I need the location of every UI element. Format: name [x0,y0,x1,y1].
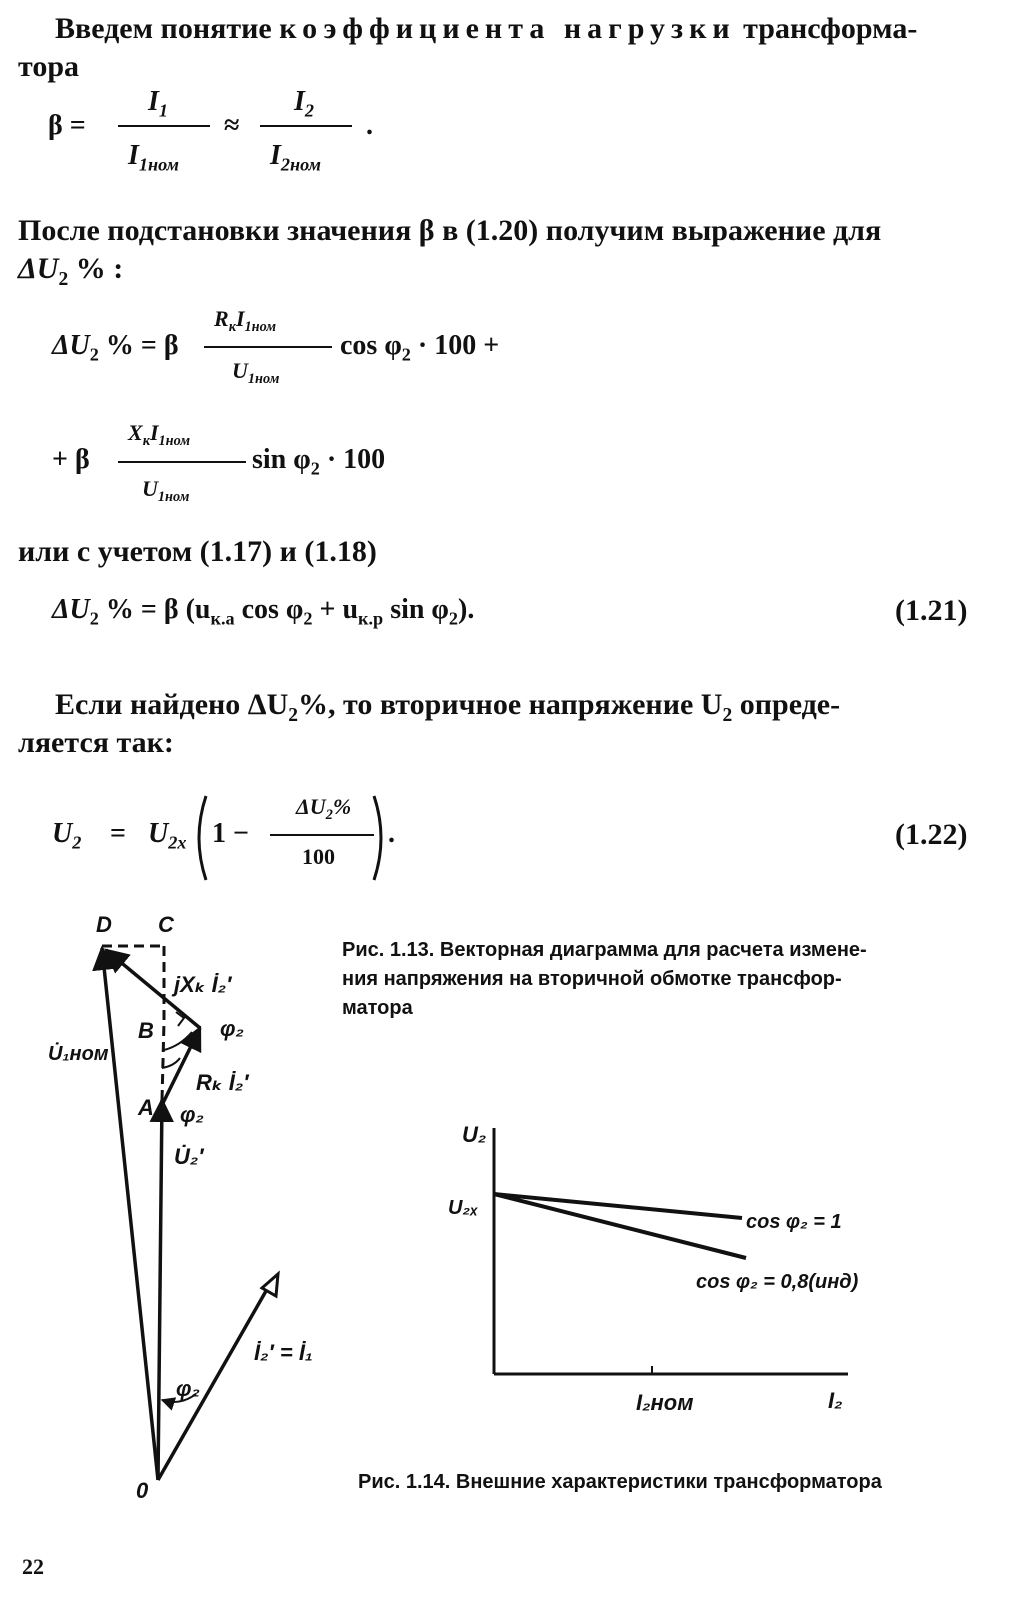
du2-lhs: $\Delta U_2$ % = β [52,330,179,365]
caption-line: Рис. 1.13. Векторная диаграмма для расчета измене- [342,939,867,961]
equation-beta [48,88,408,188]
curve-cos-1-label: cos φ₂ = 1 [746,1211,842,1233]
label-c: C [158,912,174,937]
caption-line: матора [342,997,413,1019]
equation-1-21: $\Delta U_2$ % = β ($u_{к.а}$ $\cos \varphi_2 + u_{к.р}$ $\sin \varphi_2$). [52,594,475,629]
du2-plus-beta: + β [52,444,90,475]
u2-frac-den: 100 [302,844,335,869]
curve-cos-08 [494,1194,746,1258]
beta-end: . [366,110,373,141]
du2-tail-b: $\sin \varphi_2 \cdot 100$ [252,444,386,479]
vector-u2prime [158,1100,162,1480]
x-axis-label: I₂ [828,1388,843,1413]
curve-cos-1 [494,1194,742,1218]
fraction-bar [118,125,210,127]
intro-term: коэффициента нагрузки [279,12,736,45]
fraction-bar [204,346,332,348]
equation-1-22 [52,790,412,890]
vector-diagram [40,900,340,1510]
vector-i2-i1 [158,1284,270,1480]
du2-num-b: $X_кI_{1ном}$ [128,420,190,449]
label-b: B [138,1018,154,1043]
u2-lhs: $U_2$ [52,818,82,853]
label-rk-i2: Rₖ İ₂′ [196,1070,249,1095]
beta-num-1: $I_1$ [148,86,168,121]
para2-line-2: $\Delta U_2$ % : [18,252,124,290]
u2x-label: U₂ₓ [448,1197,478,1219]
u2x: $U_{2x}$ [148,818,187,853]
u2-eq: = [110,818,126,849]
para3-line-2: ляется так: [18,726,174,759]
intro-line-1 [55,10,917,48]
label-phi2-mid: φ₂ [180,1102,204,1127]
y-axis-label: U₂ [462,1122,487,1147]
intro-line-2: тора [18,50,80,83]
left-paren [190,794,210,882]
du2-den-a: $U_{1ном}$ [232,358,280,387]
angle-arc-mid [162,1058,180,1068]
fraction-bar [118,461,246,463]
label-u2prime: U̇₂′ [174,1144,204,1169]
para2-line-1: После подстановки значения β в (1.20) получим выражение для [18,214,882,247]
figure-1-13-caption [342,936,977,1023]
intro-text: Введем понятие [55,12,280,45]
intro-text-end: трансформа- [735,12,918,45]
label-phi2-top: φ₂ [220,1016,244,1041]
u2-end: . [388,818,395,849]
ili-line: или с учетом (1.17) и (1.18) [18,535,377,568]
approx-sign: ≈ [224,110,240,141]
equation-number-1-21: (1.21) [895,594,968,627]
figure-1-14-caption: Рис. 1.14. Внешние характеристики трансформатора [358,1471,882,1493]
equation-du2-line-1 [52,300,552,400]
equation-du2-line-2 [52,418,472,518]
beta-den-2: $I_{2ном}$ [270,140,321,175]
i2nom-label: I₂ном [636,1390,694,1415]
angle-arc-top [164,1032,192,1050]
caption-line: ния напряжения на вторичной обмотке трансфор- [342,968,842,990]
fraction-bar [270,834,374,836]
one-minus: 1 − [212,818,249,849]
du2-tail-a: $\cos \varphi_2 \cdot 100$ + [340,330,500,365]
dashed-line-ab [162,1022,164,1100]
characteristics-chart [440,1118,880,1428]
beta-lhs: β = [48,110,86,141]
fraction-bar [260,125,352,127]
label-i2-i1: İ₂′ = İ₁ [254,1340,313,1365]
curve-cos-08-label: cos φ₂ = 0,8(инд) [696,1271,859,1293]
label-d: D [96,912,112,937]
para3-line-1: Если найдено $\Delta U_2\%$, то вторичное напряжение $U_2$ опреде- [55,688,841,726]
label-a: A [138,1095,154,1120]
du2-den-b: $U_{1ном}$ [142,476,190,505]
du2-num-a: $R_кI_{1ном}$ [214,306,276,335]
beta-den-1: $I_{1ном}$ [128,140,179,175]
label-o: 0 [136,1478,149,1503]
equation-number-1-22: (1.22) [895,818,968,851]
u2-frac-num: $\Delta U_2\%$ [296,794,352,823]
beta-num-2: $I_2$ [294,86,314,121]
right-paren [370,794,390,882]
page-number: 22 [22,1554,44,1579]
label-phi2-bottom: φ₂ [176,1376,200,1401]
label-jxk-i2: jXₖ İ₂′ [174,972,232,997]
label-u1nom: U̇₁ном [48,1043,109,1065]
